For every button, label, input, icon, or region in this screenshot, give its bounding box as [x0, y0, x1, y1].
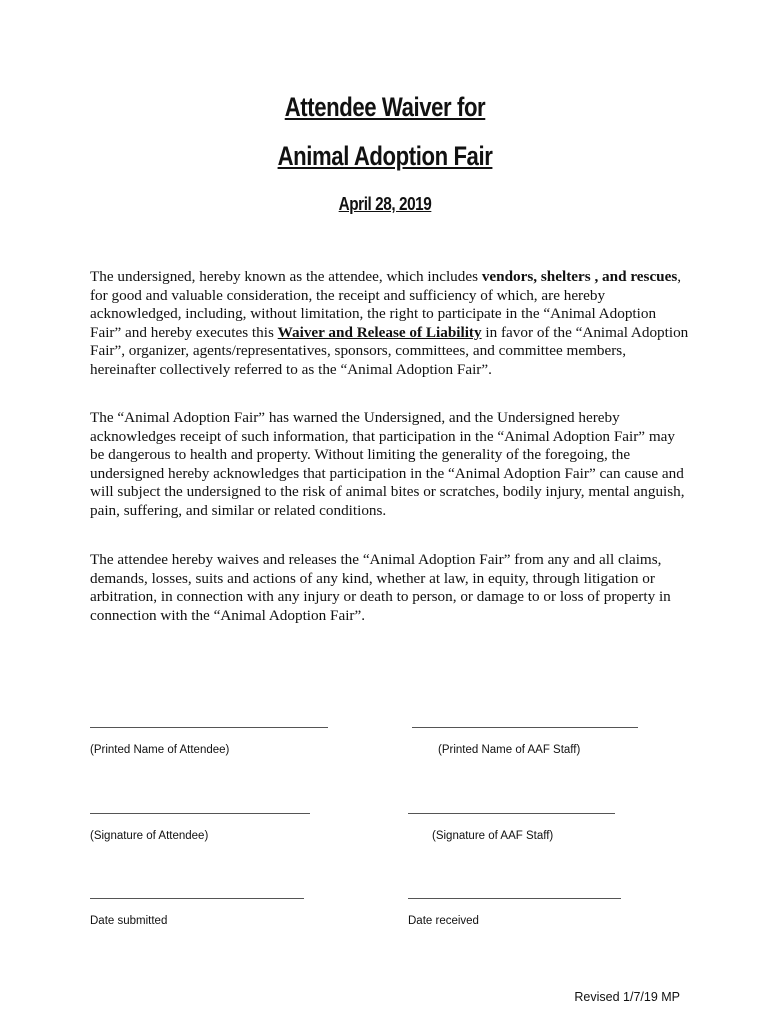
waiver-release-term: Waiver and Release of Liability — [277, 323, 482, 341]
revision-note: Revised 1/7/19 MP — [574, 990, 680, 1004]
paragraph-attendee-definition: The undersigned, hereby known as the attendee, which includes vendors, shelters , and rescues, for good and valuable consideration, the receipt and sufficiency of which, are hereby acknowledged, including, without limitation, the right to participate in the “Animal Adoption Fair” and hereby executes this Waiver and Release of Liability in favor of the “Animal Adoption Fair”, organizer, agents/representatives, sponsors, committees, and committee members, hereinafter collectively referred to as the “Animal Adoption Fair”. — [90, 268, 689, 378]
printed-name-staff-line[interactable] — [412, 727, 638, 728]
signature-staff-line[interactable] — [408, 813, 615, 814]
signature-attendee-line[interactable] — [90, 813, 310, 814]
printed-name-attendee-label: (Printed Name of Attendee) — [90, 744, 230, 756]
attendee-types-bold: vendors, shelters , and rescues — [481, 268, 678, 285]
paragraph-risk-warning: The “Animal Adoption Fair” has warned the Undersigned, and the Undersigned hereby acknowledges receipt of such information, that participation in the “Animal Adoption Fair” may be dangerous to health and property. Without limiting the generality of the foregoing, the undersigned hereby acknowledges that participation in the “Animal Adoption Fair” can cause and will subject the undersigned to the risk of animal bites or scratches, bodily injury, mental anguish, pain, suffering, and similar or related conditions. — [90, 409, 685, 519]
paragraph-release: The attendee hereby waives and releases the “Animal Adoption Fair” from any and all claims, demands, losses, suits and actions of any kind, whether at law, in equity, through litigation or arbitration, in connection with any injury or death to person, or damage to or loss of property in connection with the “Animal Adoption Fair”. — [90, 551, 671, 624]
printed-name-staff-label: (Printed Name of AAF Staff) — [438, 744, 581, 756]
date-submitted-line[interactable] — [90, 898, 304, 899]
date-received-label: Date received — [408, 915, 479, 927]
title-line-2: Animal Adoption Fair — [277, 141, 493, 171]
printed-name-attendee-line[interactable] — [90, 727, 328, 728]
signature-staff-label: (Signature of AAF Staff) — [432, 830, 554, 842]
signature-attendee-label: (Signature of Attendee) — [90, 830, 209, 842]
event-date: April 28, 2019 — [338, 194, 432, 214]
title-line-1: Attendee Waiver for — [284, 92, 486, 122]
date-received-line[interactable] — [408, 898, 621, 899]
date-submitted-label: Date submitted — [90, 915, 168, 927]
